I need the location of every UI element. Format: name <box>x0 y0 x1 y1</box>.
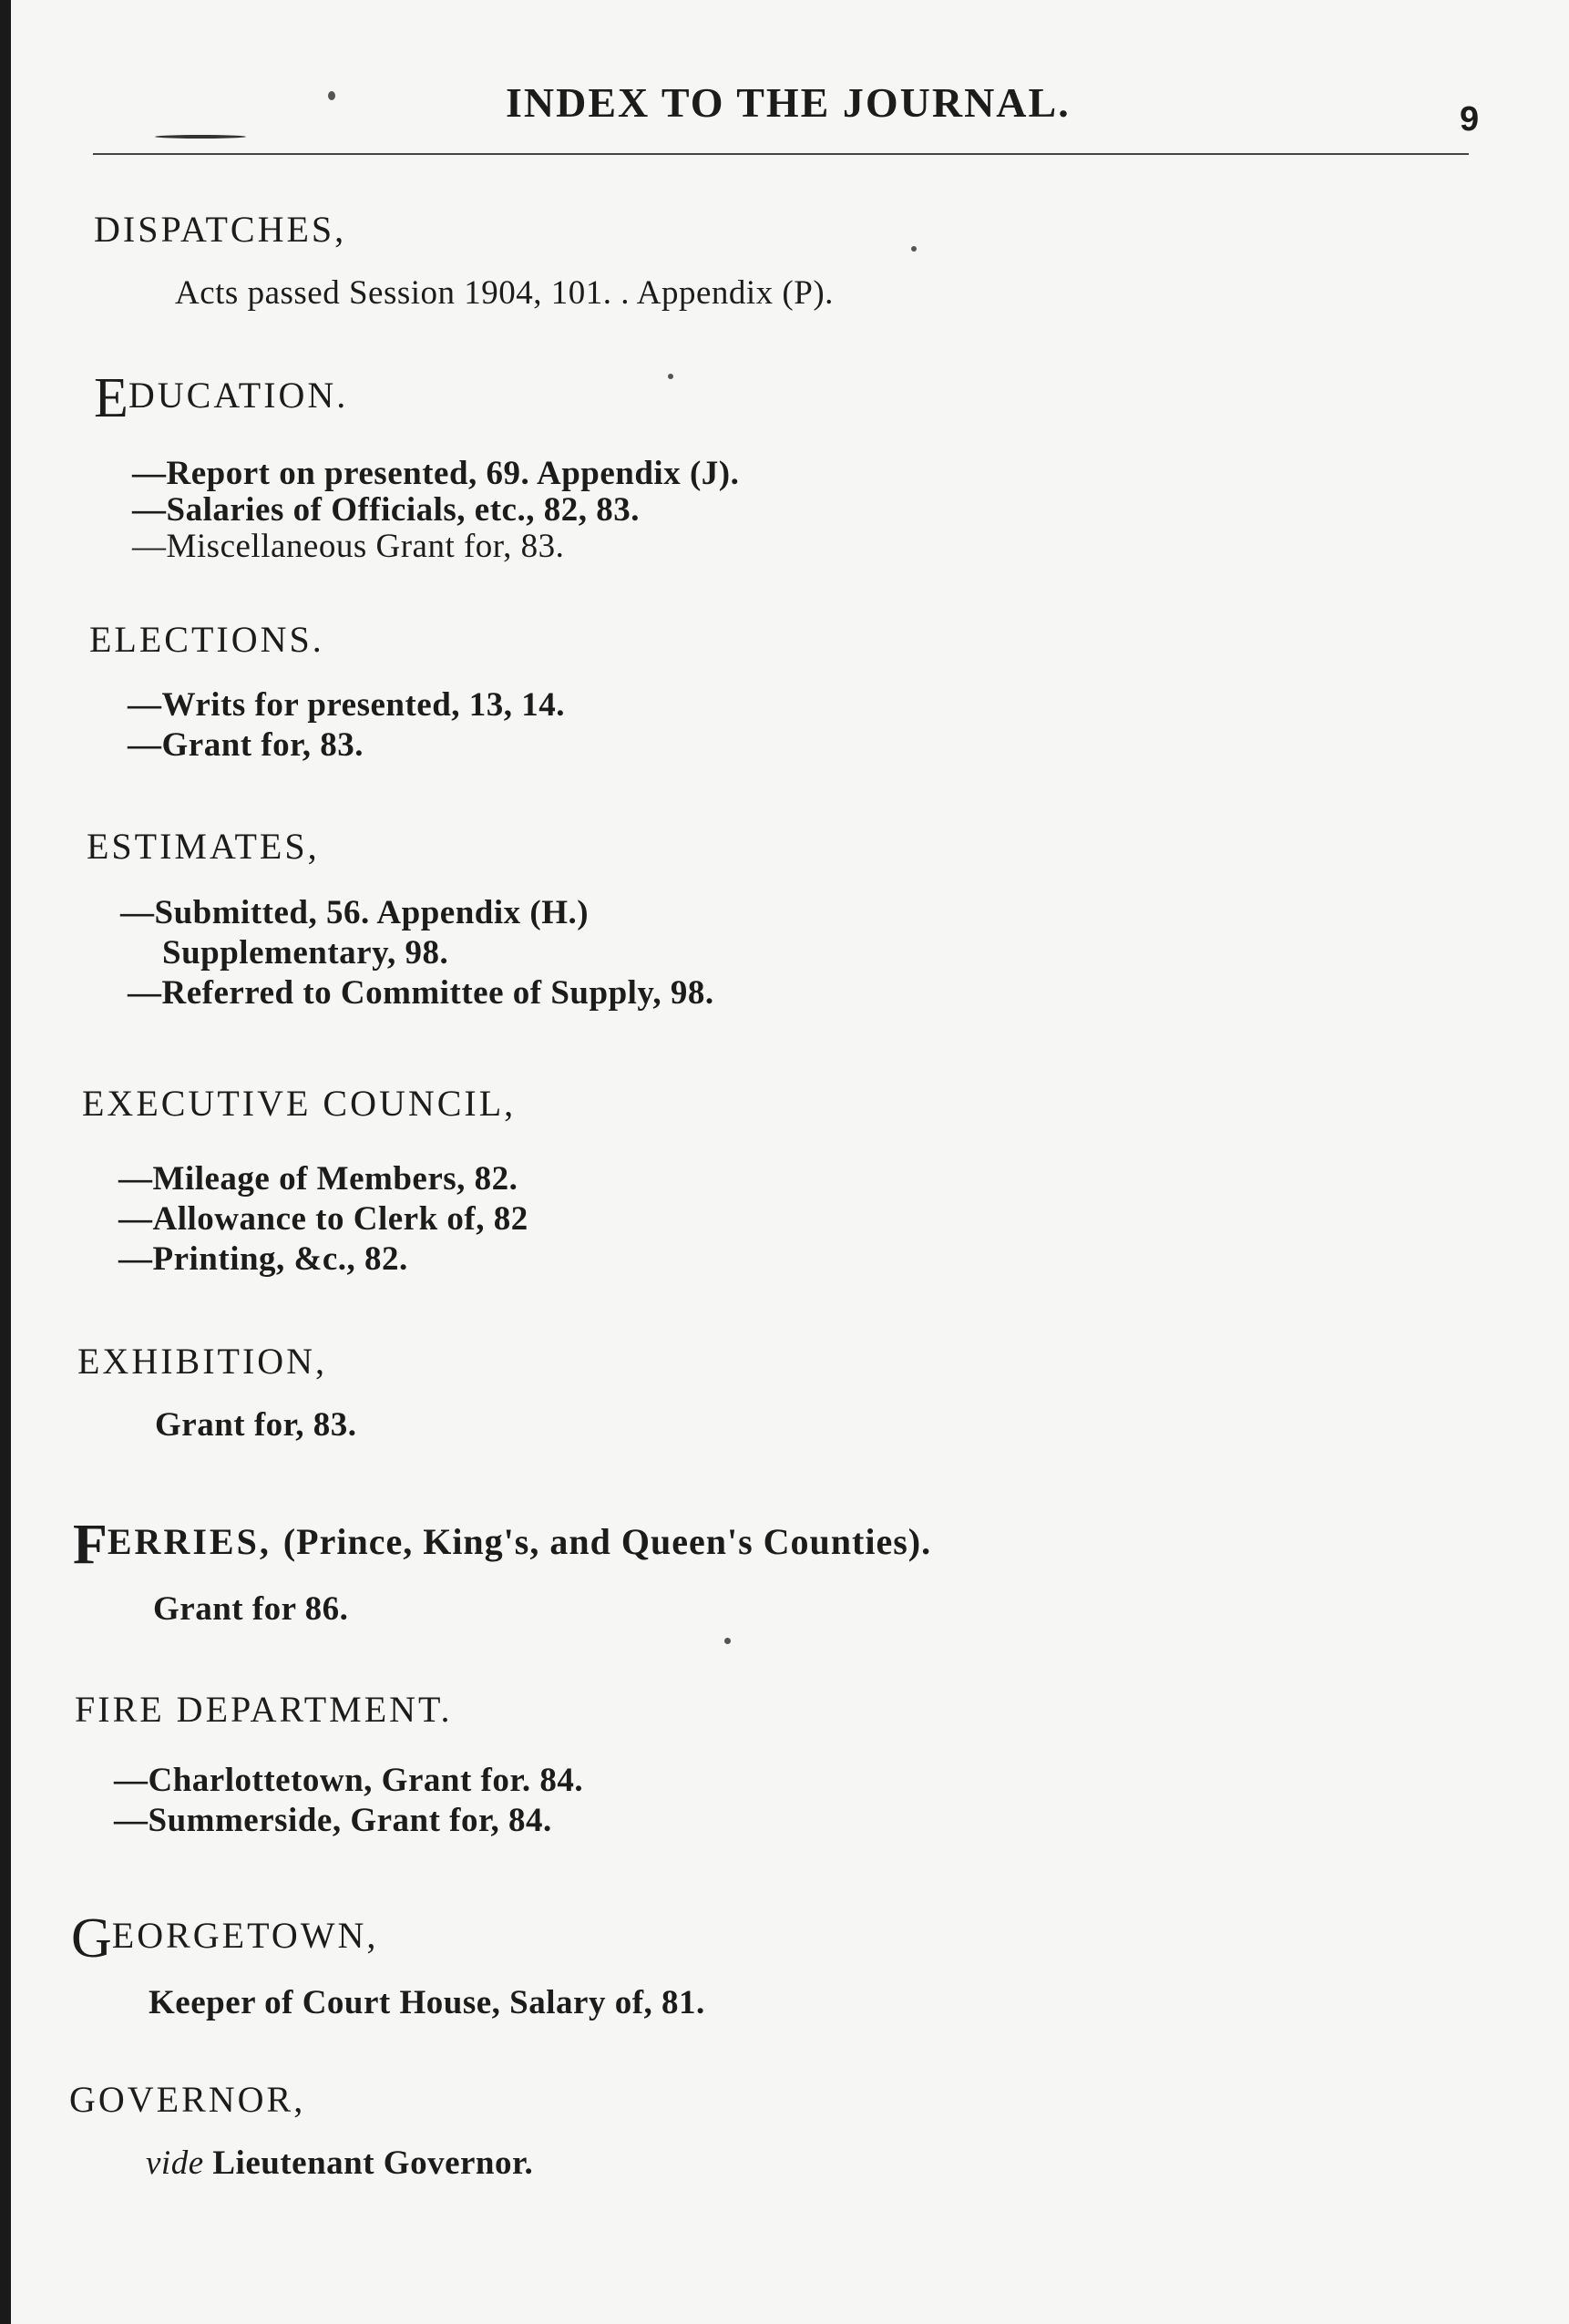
scan-speck <box>911 246 917 252</box>
education-item-2: —Salaries of Officials, etc., 82, 83. <box>132 491 640 529</box>
elections-item-1: —Writs for presented, 13, 14. <box>128 686 566 724</box>
page-number: 9 <box>1460 100 1480 139</box>
executive-council-item-1: —Mileage of Members, 82. <box>118 1160 518 1198</box>
fire-department-item-1: —Charlottetown, Grant for. 84. <box>114 1762 584 1799</box>
executive-council-item-2: —Allowance to Clerk of, 82 <box>118 1200 528 1238</box>
heading-estimates: ESTIMATES, <box>87 826 320 867</box>
heading-ferries-initial: F <box>73 1514 108 1576</box>
vide-label: vide <box>146 2144 204 2182</box>
scan-speck <box>668 374 673 379</box>
exhibition-item-1: Grant for, 83. <box>155 1406 357 1444</box>
scan-speck <box>724 1638 731 1644</box>
scan-speck <box>328 91 335 100</box>
elections-item-2: —Grant for, 83. <box>128 726 364 764</box>
estimates-item-3: —Referred to Committee of Supply, 98. <box>128 974 714 1012</box>
heading-georgetown-initial: G <box>71 1908 112 1969</box>
dispatches-item-1: Acts passed Session 1904, 101. . Appendix (P). <box>175 274 834 312</box>
heading-education-rest: DUCATION. <box>128 375 349 416</box>
heading-ferries-rest: ERRIES, <box>107 1521 272 1562</box>
heading-elections: ELECTIONS. <box>89 619 324 660</box>
page-title: INDEX TO THE JOURNAL. <box>506 79 1071 126</box>
ferries-item-1: Grant for 86. <box>153 1590 349 1628</box>
heading-education-initial: E <box>94 367 128 429</box>
governor-item-1 <box>146 2144 533 2183</box>
heading-fire-department: FIRE DEPARTMENT. <box>75 1689 453 1730</box>
heading-executive-council: EXECUTIVE COUNCIL, <box>82 1083 517 1124</box>
heading-ferries-note: (Prince, King's, and Queen's Counties). <box>282 1521 932 1562</box>
fire-department-item-2: —Summerside, Grant for, 84. <box>114 1802 552 1839</box>
estimates-item-1: —Submitted, 56. Appendix (H.) <box>120 894 590 931</box>
heading-ferries <box>73 1514 932 1576</box>
education-item-3: —Miscellaneous Grant for, 83. <box>132 528 565 565</box>
governor-item-text: Lieutenant Governor. <box>212 2144 534 2182</box>
heading-education <box>94 367 349 429</box>
executive-council-item-3: —Printing, &c., 82. <box>118 1240 408 1278</box>
heading-georgetown-rest: EORGETOWN, <box>111 1915 379 1956</box>
georgetown-item-1: Keeper of Court House, Salary of, 81. <box>149 1984 705 2021</box>
heading-exhibition: EXHIBITION, <box>77 1341 328 1382</box>
heading-governor: GOVERNOR, <box>69 2079 306 2120</box>
education-item-1: —Report on presented, 69. Appendix (J). <box>132 455 740 492</box>
heading-georgetown <box>71 1908 379 1969</box>
estimates-item-2: Supplementary, 98. <box>162 934 449 972</box>
heading-dispatches: DISPATCHES, <box>94 209 347 250</box>
